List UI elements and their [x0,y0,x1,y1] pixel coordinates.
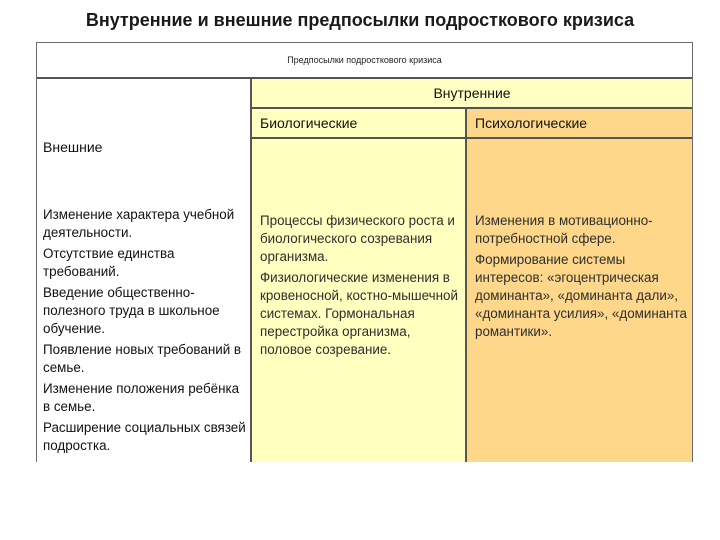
prerequisites-table [36,42,693,462]
external-column [37,79,252,462]
page-title: Внутренние и внешние предпосылки подросткового кризиса [85,10,635,30]
external-item: Введение общественно-полезного труда в школьное обучение. [43,285,220,336]
psychological-heading: Психологические [467,109,692,139]
psychological-item: Формирование системы интересов: «эгоцентрическая доминанта», «доминанта дали», «доминанта усилия», «доминанта романтики». [475,252,687,339]
external-heading: Внешние [43,139,103,155]
biological-heading: Биологические [252,109,465,139]
biological-item: Физиологические изменения в кровеносной, костно-мышечной системах. Гормональная перестройка организма, половое созревание. [260,270,458,357]
biological-item: Процессы физического роста и биологического созревания организма. [260,213,455,264]
psychological-item: Изменения в мотивационно-потребностной сфере. [475,213,653,246]
table-header: Предпосылки подросткового кризиса [37,43,692,79]
external-item: Отсутствие единства требований. [43,246,175,279]
external-item: Появление новых требований в семье. [43,342,242,375]
external-item: Расширение социальных связей подростка. [43,420,246,453]
psychological-list [475,212,690,344]
biological-column [252,109,467,462]
external-item: Изменение положения ребёнка в семье. [43,381,240,414]
external-item: Изменение характера учебной деятельности. [43,207,235,240]
external-list [43,206,248,458]
psychological-column [467,109,692,462]
internal-heading: Внутренние [252,79,692,109]
biological-list [260,212,465,362]
